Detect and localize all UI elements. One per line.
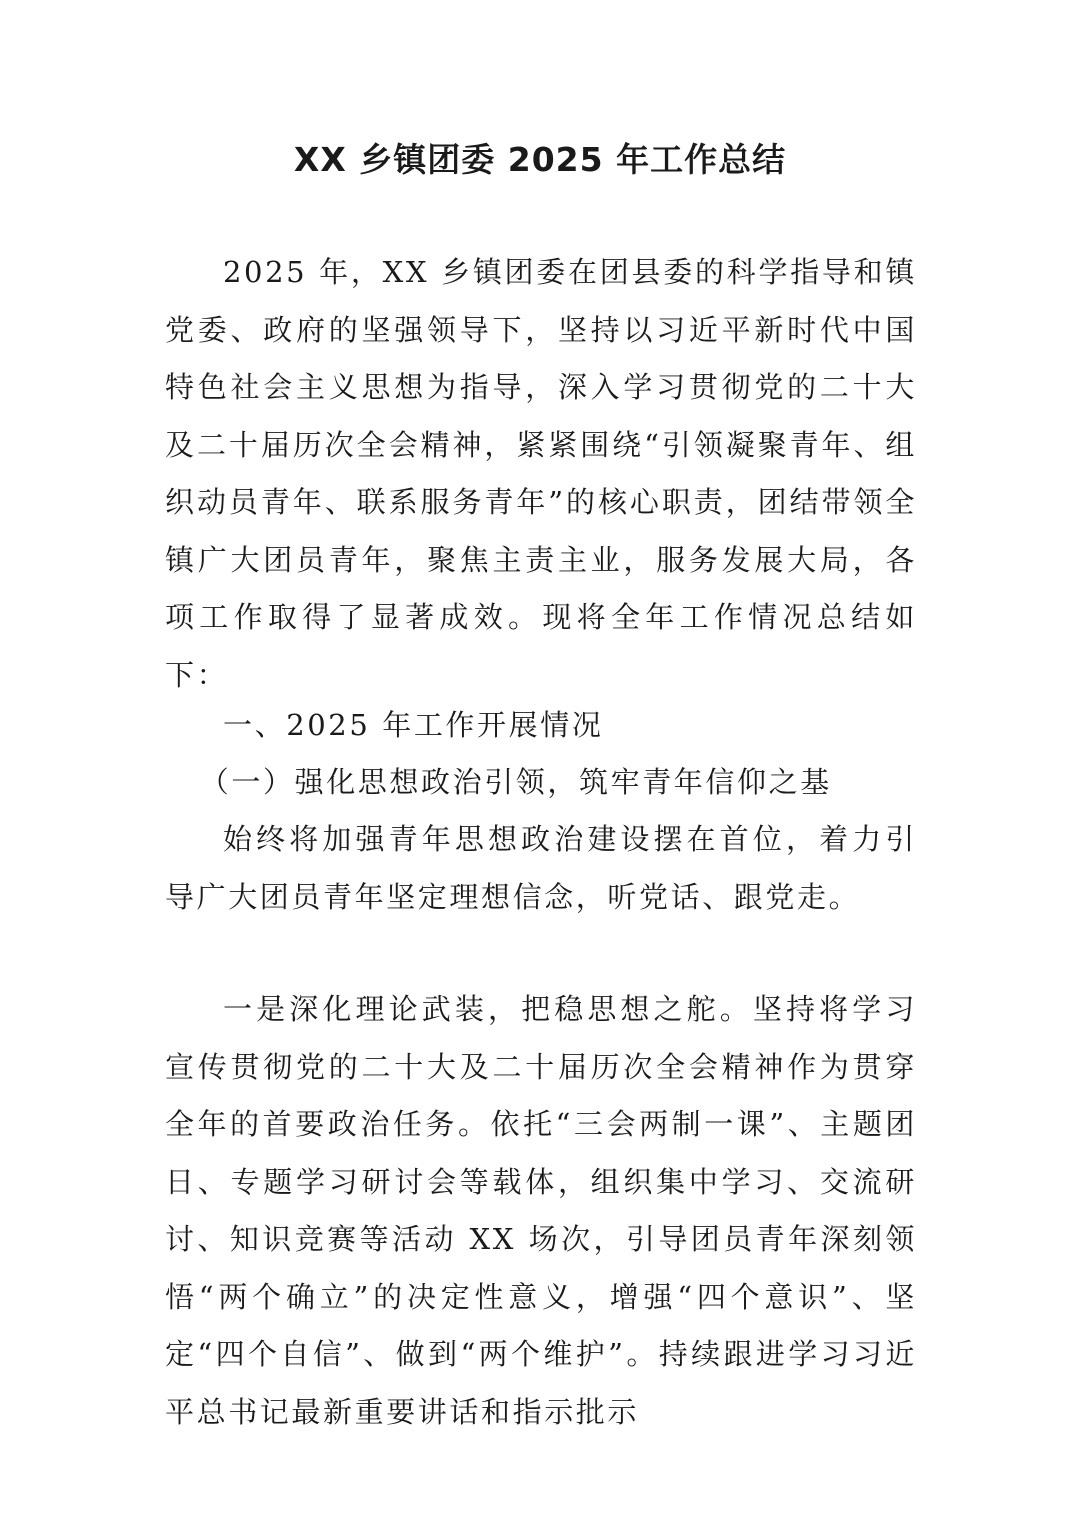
point-one-block — [165, 981, 917, 1441]
subsection-heading-block — [165, 754, 917, 812]
subsection-one-intro: 始终将加强青年思想政治建设摆在首位，着力引导广大团员青年坚定理想信念，听党话、跟党走。 — [165, 822, 917, 914]
point-one-paragraph: 一是深化理论武装，把稳思想之舵。坚持将学习宣传贯彻党的二十大及二十届历次全会精神作为贯穿全年的首要政治任务。依托“三会两制一课”、主题团日、专题学习研讨会等载体，组织集中学习、交流研讨、知识竞赛等活动 XX 场次，引导团员青年深刻领悟“两个确立”的决定性意义，增强“四个意识”、坚定“四个自信”、做到“两个维护”。持续跟进学习习近平总书记最新重要讲话和指示批示 — [165, 992, 917, 1429]
intro-paragraph: 2025 年，XX 乡镇团委在团县委的科学指导和镇党委、政府的坚强领导下，坚持以习近平新时代中国特色社会主义思想为指导，深入学习贯彻党的二十大及二十届历次全会精神，紧紧围绕“引领凝聚青年、组织动员青年、联系服务青年”的核心职责，团结带领全镇广大团员青年，聚焦主责主业，服务发展大局，各项工作取得了显著成效。现将全年工作情况总结如下： — [165, 255, 917, 692]
intro-paragraph-block — [165, 244, 917, 704]
section-heading-block — [165, 697, 917, 755]
document-title: XX 乡镇团委 2025 年工作总结 — [293, 140, 787, 179]
section-one-heading: 一、2025 年工作开展情况 — [223, 708, 604, 742]
subsection-intro-block — [165, 811, 917, 926]
subsection-one-heading: （一）强化思想政治引领，筑牢青年信仰之基 — [199, 765, 832, 799]
